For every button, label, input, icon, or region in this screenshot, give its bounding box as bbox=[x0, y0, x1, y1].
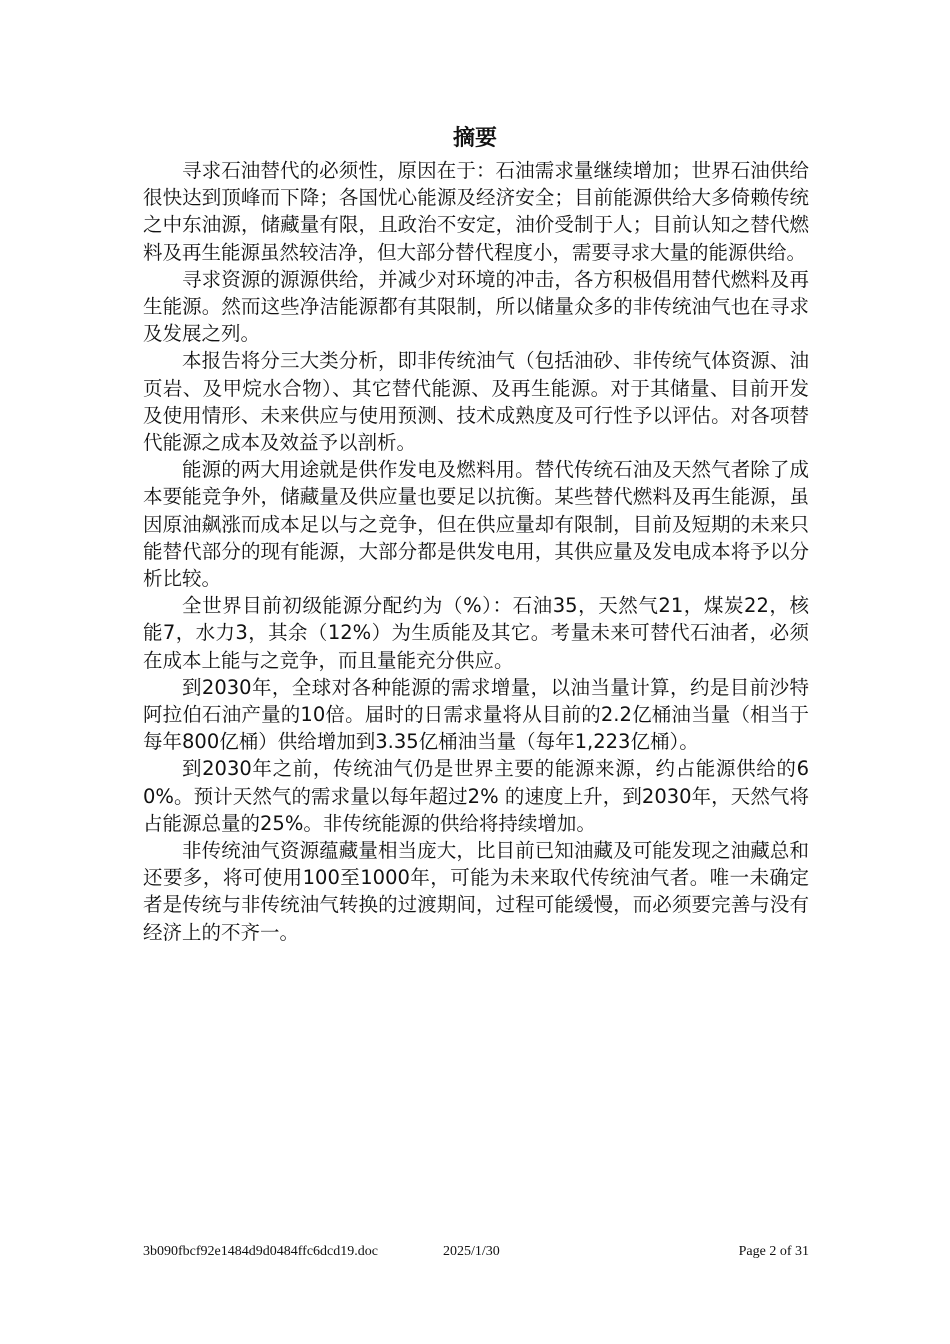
paragraph: 到2030年，全球对各种能源的需求增量，以油当量计算，约是目前沙特阿拉伯石油产量的10倍。届时的日需求量将从目前的2.2亿桶油当量（相当于每年800亿桶）供给增加到3.35亿桶油当量（每年1,223亿桶）。 bbox=[143, 675, 809, 754]
paragraph: 本报告将分三大类分析，即非传统油气（包括油砂、非传统气体资源、油页岩、及甲烷水合物）、其它替代能源、及再生能源。对于其储量、目前开发及使用情形、未来供应与使用预测、技术成熟度及可行性予以评估。对各项替代能源之成本及效益予以剖析。 bbox=[143, 349, 809, 455]
paragraph: 非传统油气资源蕴藏量相当庞大，比目前已知油藏及可能发现之油藏总和还要多，将可使用100至1000年，可能为未来取代传统油气者。唯一未确定者是传统与非传统油气转换的过渡期间，过程可能缓慢，而必须要完善与没有经济上的不齐一。 bbox=[143, 839, 809, 944]
paragraph: 寻求资源的源源供给，并减少对环境的冲击，各方积极倡用替代燃料及再生能源。然而这些净洁能源都有其限制，所以储量众多的非传统油气也在寻求及发展之列。 bbox=[143, 267, 809, 346]
paragraph: 寻求石油替代的必须性，原因在于：石油需求量继续增加；世界石油供给很快达到顶峰而下降；各国忧心能源及经济安全；目前能源供给大多倚赖传统之中东油源，储藏量有限，且政治不安定，油价受制于人；目前认知之替代燃料及再生能源虽然较洁净，但大部分替代程度小，需要寻求大量的能源供给。 bbox=[143, 159, 809, 264]
paragraph: 能源的两大用途就是供作发电及燃料用。替代传统石油及天然气者除了成本要能竞争外，储藏量及供应量也要足以抗衡。某些替代燃料及再生能源，虽因原油飙涨而成本足以与之竞争，但在供应量却有限制，目前及短期的未来只能替代部分的现有能源，大部分都是供发电用，其供应量及发电成本将予以分析比较。 bbox=[143, 458, 809, 591]
footer-date: 2025/1/30 bbox=[443, 1244, 500, 1259]
paragraph: 全世界目前初级能源分配约为（%）：石油35，天然气21，煤炭22，核能7，水力3，其余（12%）为生质能及其它。考量未来可替代石油者，必须在成本上能与之竞争，而且量能充分供应。 bbox=[143, 594, 809, 672]
footer-filename: 3b090fbcf92e1484d9d0484ffc6dcd19.doc bbox=[143, 1244, 378, 1259]
page-title: 摘要 bbox=[452, 126, 497, 151]
document-body bbox=[143, 157, 809, 946]
paragraph: 到2030年之前，传统油气仍是世界主要的能源来源，约占能源供给的60%。预计天然气的需求量以每年超过2% 的速度上升，到2030年，天然气将占能源总量的25%。非传统能源的供给将持续增加。 bbox=[143, 757, 809, 835]
footer-page-number: Page 2 of 31 bbox=[738, 1244, 809, 1259]
page-footer bbox=[143, 1244, 809, 1264]
